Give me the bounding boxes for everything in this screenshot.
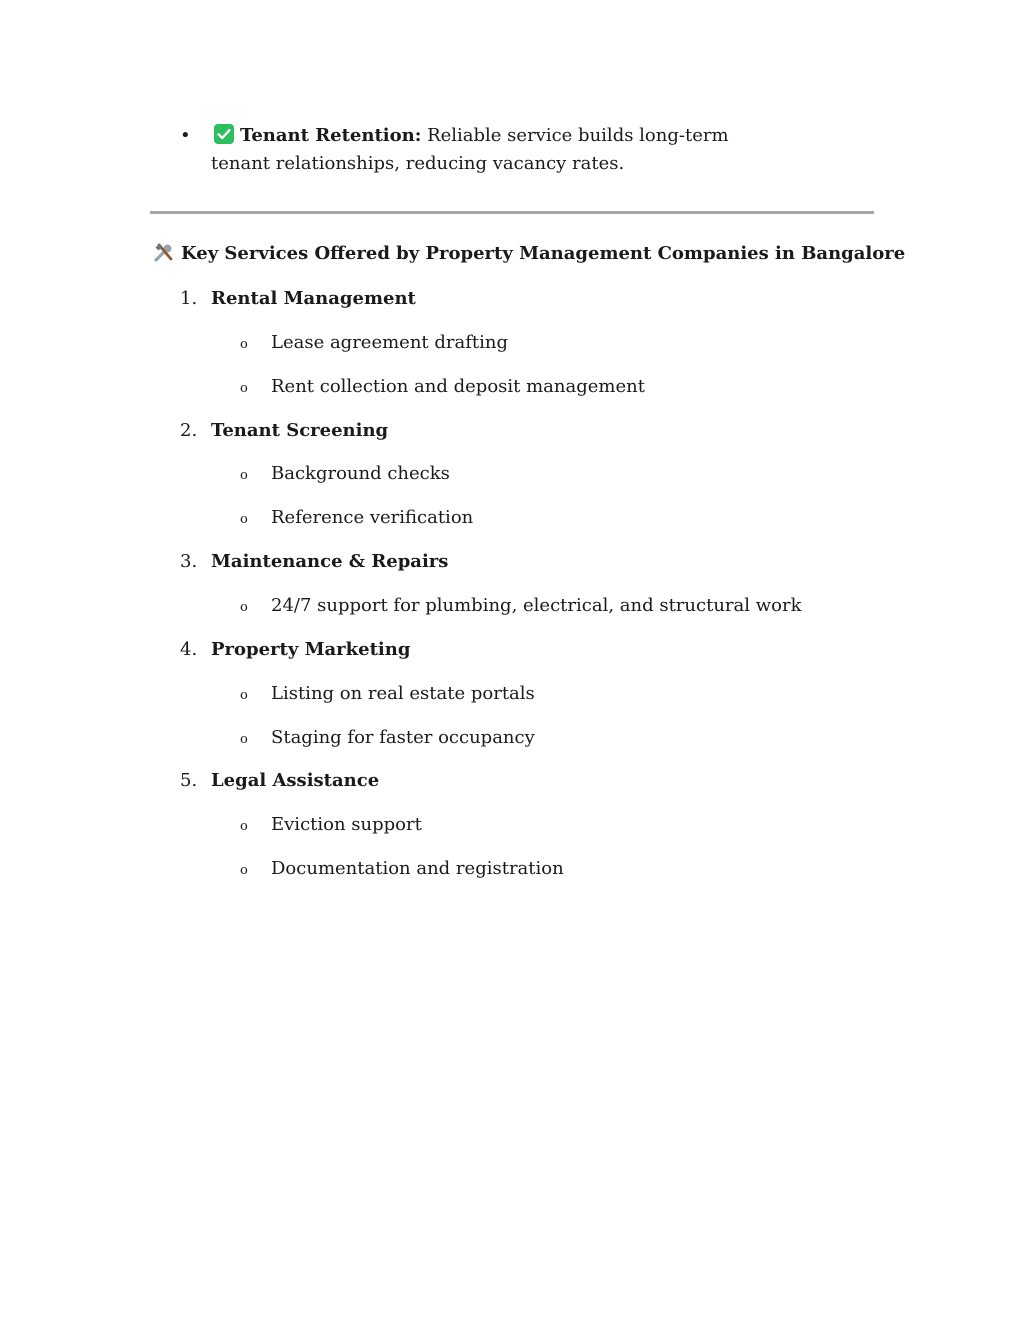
list-number: 4. bbox=[180, 639, 198, 660]
retention-title: Tenant Retention: bbox=[240, 125, 422, 146]
service-title-property-marketing: Property Marketing bbox=[211, 639, 411, 660]
service-title-maintenance-repairs: Maintenance & Repairs bbox=[211, 551, 449, 572]
service-detail: Documentation and registration bbox=[271, 858, 564, 879]
tenant-retention-item bbox=[211, 122, 791, 178]
hammer-and-wrench-icon bbox=[153, 241, 175, 263]
service-detail: Rent collection and deposit management bbox=[271, 376, 645, 397]
list-number: 2. bbox=[180, 420, 198, 441]
service-detail: Eviction support bbox=[271, 814, 422, 835]
service-detail: Lease agreement drafting bbox=[271, 332, 509, 353]
sub-bullet: o bbox=[240, 337, 248, 352]
service-detail: Reference verification bbox=[271, 507, 474, 528]
service-title-tenant-screening: Tenant Screening bbox=[211, 420, 389, 441]
sub-bullet: o bbox=[240, 732, 248, 747]
sub-bullet: o bbox=[240, 863, 248, 878]
service-detail: Listing on real estate portals bbox=[271, 683, 535, 704]
service-detail: Background checks bbox=[271, 463, 450, 484]
sub-bullet: o bbox=[240, 819, 248, 834]
list-number: 1. bbox=[180, 288, 198, 309]
section-title: Key Services Offered by Property Management Companies in Bangalore bbox=[181, 243, 906, 264]
service-detail: Staging for faster occupancy bbox=[271, 727, 535, 748]
sub-bullet: o bbox=[240, 600, 248, 615]
service-detail: 24/7 support for plumbing, electrical, and structural work bbox=[271, 595, 802, 616]
check-mark-button-icon bbox=[214, 124, 234, 144]
service-title-rental-management: Rental Management bbox=[211, 288, 416, 309]
section-heading bbox=[153, 240, 906, 268]
sub-bullet: o bbox=[240, 512, 248, 527]
sub-bullet: o bbox=[240, 688, 248, 703]
list-number: 5. bbox=[180, 770, 198, 791]
retention-text: Reliable service builds long-term tenant relationships, reducing vacancy rates. bbox=[211, 125, 729, 174]
list-bullet: • bbox=[180, 125, 191, 146]
sub-bullet: o bbox=[240, 468, 248, 483]
list-number: 3. bbox=[180, 551, 198, 572]
service-title-legal-assistance: Legal Assistance bbox=[211, 770, 380, 791]
sub-bullet: o bbox=[240, 381, 248, 396]
horizontal-divider bbox=[150, 211, 874, 214]
